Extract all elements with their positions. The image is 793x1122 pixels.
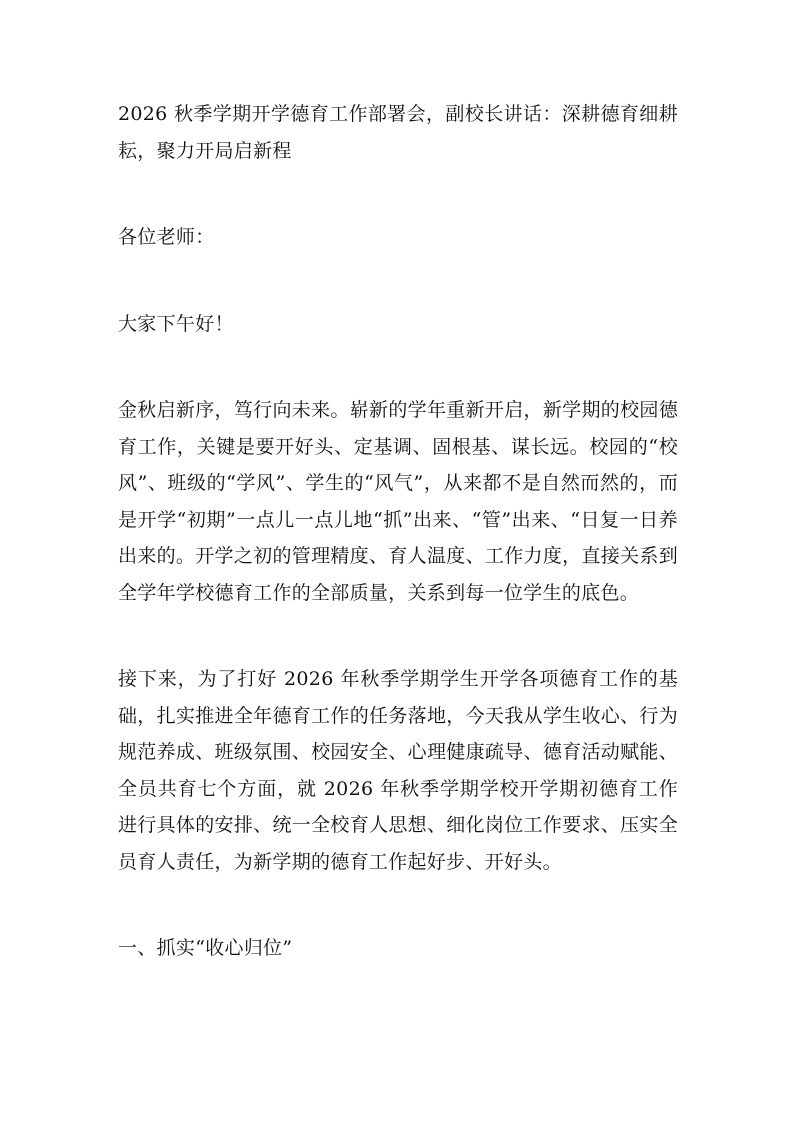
document-body	[118, 96, 678, 967]
paragraph-intro: 金秋启新序，笃行向未来。崭新的学年重新开启，新学期的校园德育工作，关键是要开好头、定基调、固根基、谋长远。校园的“校风”、班级的“学风”、学生的“风气”，从来都不是自然而然的，而是开学“初期”一点儿一点儿地“抓”出来、“管”出来、“日复一日养出来的。开学之初的管理精度、育人温度、工作力度，直接关系到全学年学校德育工作的全部质量，关系到每一位学生的底色。	[118, 399, 678, 604]
salutation: 各位老师：	[118, 226, 215, 248]
document-title: 2026 秋季学期开学德育工作部署会，副校长讲话：深耕德育细耕耘，聚力开局启新程	[118, 103, 678, 162]
greeting: 大家下午好！	[118, 312, 234, 335]
paragraph-overview: 接下来，为了打好 2026 年秋季学期学生开学各项德育工作的基础，扎实推进全年德育工作的任务落地，今天我从学生收心、行为规范养成、班级氛围、校园安全、心理健康疏导、德育活动赋能、全员共育七个方面，就 2026 年秋季学期学校开学期初德育工作进行具体的安排、统一全校育人思想、细化岗位工作要求、压实全员育人责任，为新学期的德育工作起好步、开好头。	[118, 668, 678, 873]
section-heading-1: 一、抓实“收心归位”	[118, 937, 293, 959]
